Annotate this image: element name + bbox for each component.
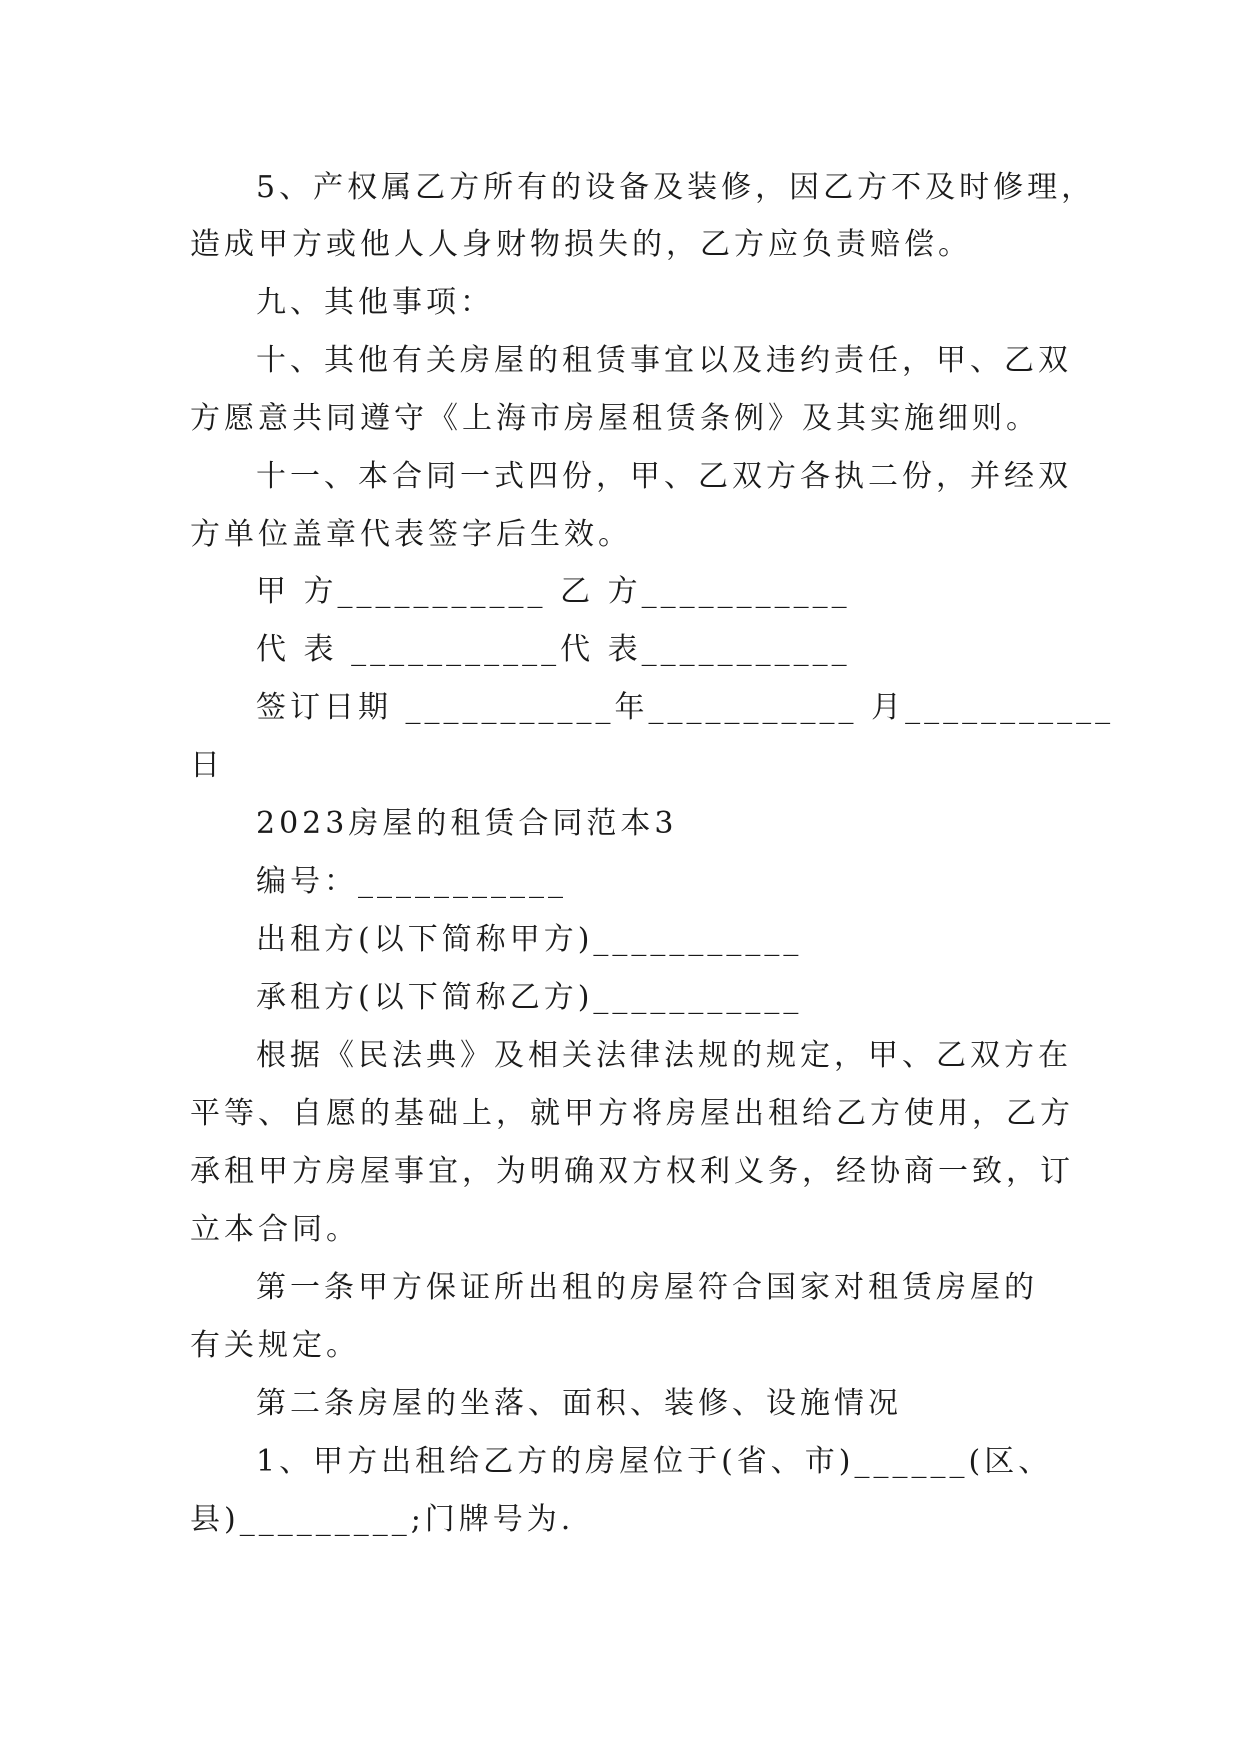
section-heading: 九、其他事项： <box>256 285 494 320</box>
signature-line-representatives: 代 表 ___________代 表___________ <box>256 632 851 667</box>
paragraph-line: 方单位盖章代表签字后生效。 <box>190 517 632 552</box>
paragraph-line: 十、其他有关房屋的租赁事宜以及违约责任，甲、乙双 <box>256 343 1072 378</box>
paragraph-line: 造成甲方或他人人身财物损失的，乙方应负责赔偿。 <box>190 227 972 262</box>
lessee-field: 承租方(以下简称乙方)___________ <box>256 980 803 1015</box>
contract-title: 2023房屋的租赁合同范本3 <box>256 806 678 841</box>
paragraph-line: 方愿意共同遵守《上海市房屋租赁条例》及其实施细则。 <box>190 401 1040 436</box>
paragraph-line: 5、产权属乙方所有的设备及装修，因乙方不及时修理， <box>256 170 1096 205</box>
paragraph-line: 有关规定。 <box>190 1328 360 1363</box>
paragraph-line: 根据《民法典》及相关法律法规的规定，甲、乙双方在 <box>256 1038 1072 1073</box>
signature-line-parties: 甲 方___________ 乙 方___________ <box>256 574 851 609</box>
contract-number-field: 编号：___________ <box>256 864 567 899</box>
article-heading: 第二条房屋的坐落、面积、装修、设施情况 <box>256 1386 902 1421</box>
paragraph-line: 立本合同。 <box>190 1212 360 1247</box>
paragraph-line: 十一、本合同一式四份，甲、乙双方各执二份，并经双 <box>256 459 1072 494</box>
signing-date-line: 签订日期 ___________年___________ 月___________ <box>256 690 1115 725</box>
paragraph-line: 县)_________;门牌号为. <box>190 1502 575 1537</box>
lessor-field: 出租方(以下简称甲方)___________ <box>256 922 803 957</box>
paragraph-line: 承租甲方房屋事宜，为明确双方权利义务，经协商一致，订 <box>190 1154 1074 1189</box>
signing-date-day: 日 <box>190 748 224 783</box>
paragraph-line: 平等、自愿的基础上，就甲方将房屋出租给乙方使用，乙方 <box>190 1096 1074 1131</box>
paragraph-line: 1、甲方出租给乙方的房屋位于(省、市)______(区、 <box>256 1444 1053 1479</box>
paragraph-line: 第一条甲方保证所出租的房屋符合国家对租赁房屋的 <box>256 1270 1038 1305</box>
